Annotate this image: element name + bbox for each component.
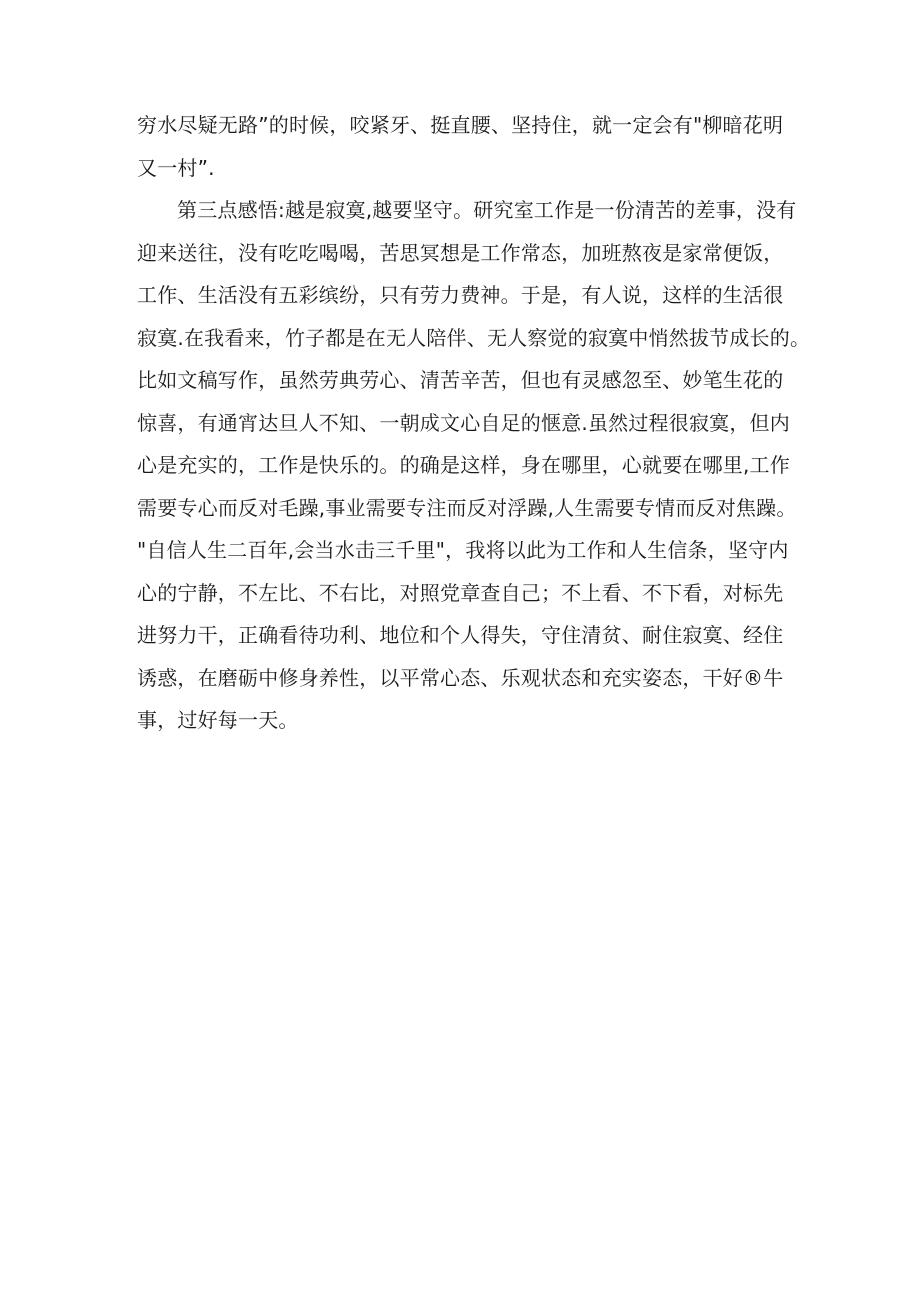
text-line: 迎来送往，没有吃吃喝喝，苦思冥想是工作常态，加班熬夜是家常便饭， bbox=[137, 240, 784, 265]
text-line: 惊喜，有通宵达旦人不知、一朝成文心自足的惬意.虽然过程很寂寞，但内 bbox=[137, 410, 790, 435]
text-line: 寂寞.在我看来，竹子都是在无人陪伴、无人察觉的寂寞中悄然拔节成长的。 bbox=[137, 325, 811, 350]
text-line: 心的宁静，不左比、不右比，对照党章查自己；不上看、不下看，对标先 bbox=[137, 580, 784, 605]
body-text bbox=[137, 113, 811, 751]
text-line: 事，过好每一天。 bbox=[137, 708, 299, 732]
text-line: 需要专心而反对毛躁,事业需要专注而反对浮躁,人生需要专情而反对焦躁。 bbox=[137, 495, 797, 520]
text-line: 进努力干，正确看待功利、地位和个人得失，守住清贫、耐住寂寞、经住 bbox=[137, 623, 784, 647]
text-line: 又一村”. bbox=[137, 155, 215, 180]
text-line: 诱惑，在磨砺中修身养性，以平常心态、乐观状态和充实姿态，干好®牛 bbox=[137, 665, 784, 690]
text-line: 穷水尽疑无路”的时候，咬紧牙、挺直腰、坚持住，就一定会有"柳暗花明 bbox=[137, 113, 784, 137]
paragraph-first-line: 第三点感悟:越是寂寞,越要坚守。研究室工作是一份清苦的差事，没有 bbox=[177, 198, 797, 222]
text-line: 心是充实的，工作是快乐的。的确是这样，身在哪里，心就要在哪里,工作 bbox=[137, 453, 790, 477]
text-line: "自信人生二百年,会当水击三千里"，我将以此为工作和人生信条，坚守内 bbox=[137, 538, 789, 562]
text-line: 工作、生活没有五彩缤纷，只有劳力费神。于是，有人说，这样的生活很 bbox=[137, 283, 784, 307]
text-line: 比如文稿写作，虽然劳典劳心、清苦辛苦，但也有灵感忽至、妙笔生花的 bbox=[137, 368, 784, 392]
